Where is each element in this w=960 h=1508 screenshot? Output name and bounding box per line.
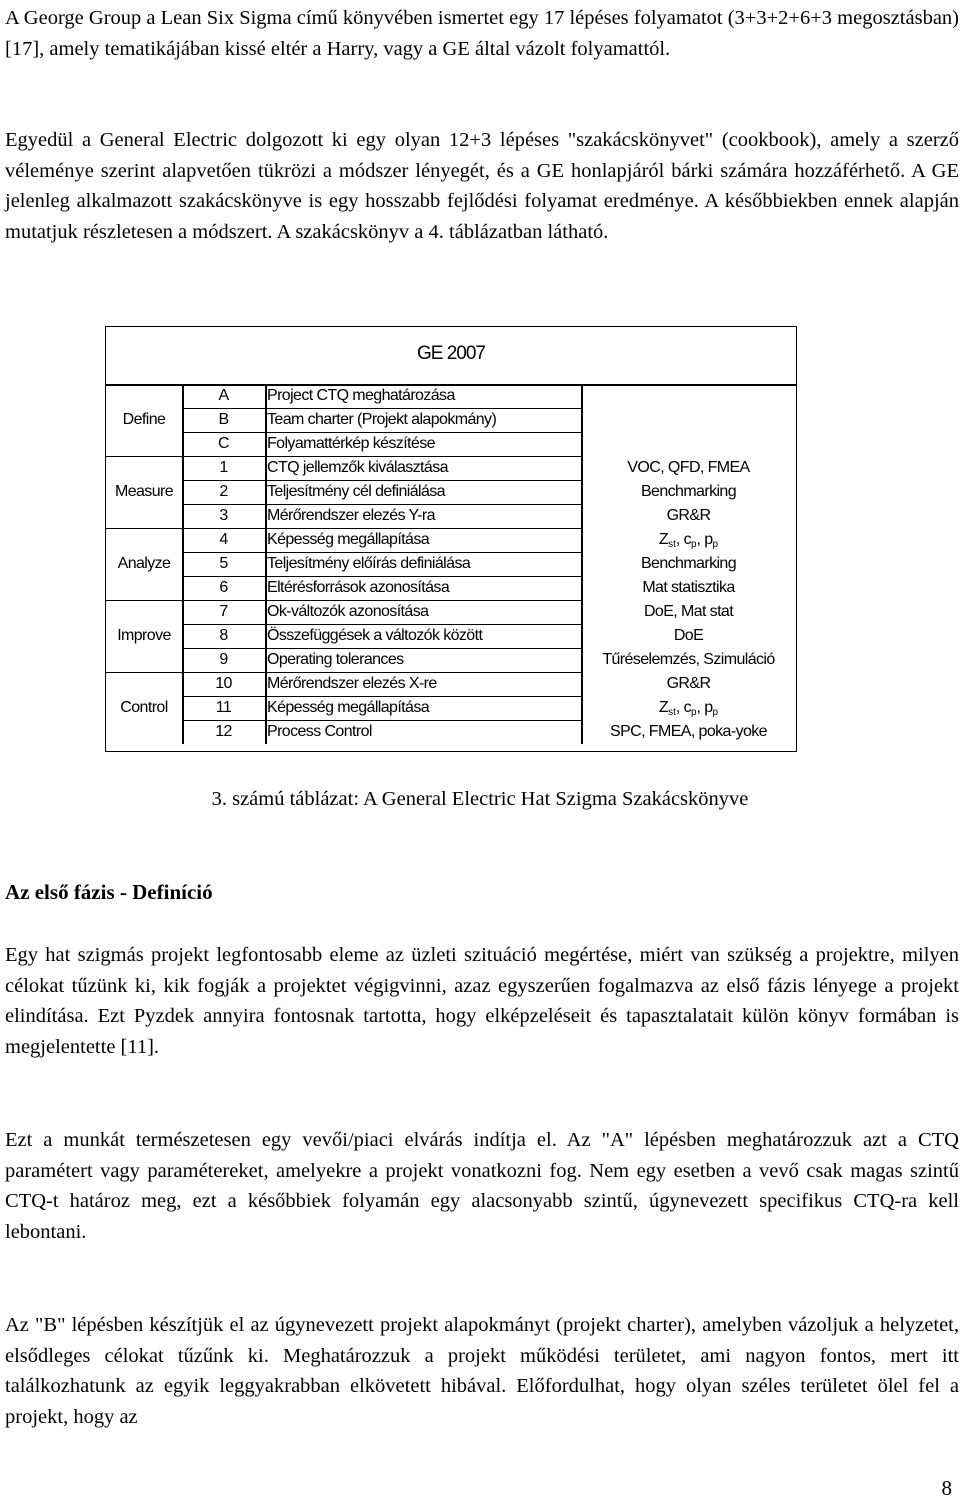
tool-formula-part: p xyxy=(690,539,697,550)
step-id: 4 xyxy=(219,531,228,548)
table-hline xyxy=(182,720,582,721)
table-hline xyxy=(182,648,582,649)
tool-formula-part: p xyxy=(712,539,719,550)
table-row xyxy=(106,432,796,456)
step-name: Teljesítmény előírás definiálása xyxy=(267,555,471,572)
table-row xyxy=(106,576,796,600)
tool-formula-part: , p xyxy=(696,531,713,548)
table-row xyxy=(106,624,796,648)
tool-formula-part: st xyxy=(668,707,676,718)
table-title: GE 2007 xyxy=(417,343,485,364)
table-row xyxy=(106,720,796,744)
ge-cookbook-table xyxy=(105,326,797,752)
table-hline xyxy=(182,576,582,577)
step-id: 6 xyxy=(219,579,228,596)
step-name: Teljesítmény cél definiálása xyxy=(267,483,445,500)
step-id: 12 xyxy=(215,723,232,740)
step-id: 7 xyxy=(219,603,228,620)
phase-separator xyxy=(106,672,182,673)
step-tool: GR&R xyxy=(666,675,711,692)
step-name: Összefüggések a változók között xyxy=(267,627,483,644)
step-name: Folyamattérkép készítése xyxy=(267,435,435,452)
step-tool: Benchmarking xyxy=(640,483,737,500)
table-hline xyxy=(182,408,582,409)
step-id: 5 xyxy=(219,555,228,572)
phase-separator xyxy=(106,456,182,457)
step-tool: GR&R xyxy=(666,507,711,524)
table-row xyxy=(106,648,796,672)
table-hline xyxy=(182,696,582,697)
step-id: 10 xyxy=(215,675,232,692)
table-row xyxy=(106,384,796,408)
paragraph-ge-cookbook: Egyedül a General Electric dolgozott ki egy olyan 12+3 lépéses "szakácskönyvet" (cookbook), amely a szerző véleménye szerint alapvetően tükrözi a módszer lényegét, és a GE honlapjáról bárki számára hozzáférhető. A GE jelenleg alkalmazott szakácskönyve is egy hosszabb fejlődési folyamat eredménye. A későbbiekben ennek alapján mutatjuk részletesen a módszert. A szakácskönyv a 4. táblázatban látható. xyxy=(5,129,959,244)
step-id: B xyxy=(218,411,229,428)
tool-formula-part: , c xyxy=(675,531,691,548)
step-tool xyxy=(581,696,796,720)
phase-label: Control xyxy=(120,699,168,716)
table-row xyxy=(106,552,796,576)
table-hline xyxy=(182,528,582,529)
step-name: Képesség megállapítása xyxy=(267,699,430,716)
table-row xyxy=(106,408,796,432)
step-tool xyxy=(581,384,796,408)
table-hline xyxy=(106,384,796,386)
table-hline xyxy=(182,456,582,457)
phase-label: Improve xyxy=(117,627,171,644)
table-row xyxy=(106,456,796,480)
table-row xyxy=(106,672,796,696)
step-name: Eltérésforrások azonosítása xyxy=(267,579,450,596)
step-id: 9 xyxy=(219,651,228,668)
phase-label: Analyze xyxy=(117,555,171,572)
tool-formula-part: , c xyxy=(675,699,691,716)
step-tool xyxy=(581,408,796,432)
table-hline xyxy=(182,432,582,433)
page-number: 8 xyxy=(941,1476,952,1500)
table-hline xyxy=(182,624,582,625)
step-id: 2 xyxy=(219,483,228,500)
step-tool xyxy=(581,432,796,456)
section-heading: Az első fázis - Definíció xyxy=(5,880,213,904)
step-name: Ok-változók azonosítása xyxy=(267,603,429,620)
step-name: Mérőrendszer elezés Y-ra xyxy=(267,507,435,524)
table-row xyxy=(106,480,796,504)
tool-formula-part: p xyxy=(712,707,719,718)
phase-separator xyxy=(106,528,182,529)
step-name: Project CTQ meghatározása xyxy=(267,387,455,404)
step-id: 11 xyxy=(215,699,232,716)
step-tool: DoE, Mat stat xyxy=(643,603,734,620)
table-vline xyxy=(265,384,267,744)
tool-formula-part: p xyxy=(690,707,697,718)
paragraph-step-b: Az "B" lépésben készítjük el az úgynevezett projekt alapokmányt (projekt charter), amelyben vázoljuk a helyzetet, elsődleges célokat tűzűnk ki. Meghatározzuk a projekt működési területet, ami nagyon fontos, mert itt találkozhatunk az egyik leggyakrabban elkövetett hibával. Előfordulhat, hogy olyan széles területet ölel fel a projekt, hogy az xyxy=(5,1314,959,1429)
table-row xyxy=(106,504,796,528)
step-name: CTQ jellemzők kiválasztása xyxy=(267,459,448,476)
table-caption: 3. számú táblázat: A General Electric Hat Szigma Szakácskönyve xyxy=(211,788,749,810)
tool-formula-part: st xyxy=(668,539,676,550)
paragraph-definition: Egy hat szigmás projekt legfontosabb eleme az üzleti szituáció megértése, miért van szükség a projektre, milyen célokat tűzünk ki, kik fogják a projektet végigvinni, azaz egyszerűen fogalmazva az első fázis lényege a projekt elindítása. Ezt Pyzdek annyira fontosnak tartotta, hogy elképzeléseit és tapasztalatait külön könyv formában is megjelentette [11]. xyxy=(5,944,959,1059)
step-tool: Benchmarking xyxy=(640,555,737,572)
step-tool: Mat statisztika xyxy=(642,579,735,596)
phase-label: Define xyxy=(122,411,166,428)
table-vline xyxy=(581,384,583,744)
step-tool: DoE xyxy=(673,627,704,644)
tool-formula-part: , p xyxy=(696,699,713,716)
table-hline xyxy=(182,552,582,553)
phase-label: Measure xyxy=(114,483,174,500)
table-row xyxy=(106,528,796,552)
step-id: A xyxy=(218,387,229,404)
tool-formula-part: Z xyxy=(658,699,669,716)
table-row xyxy=(106,600,796,624)
table-grid xyxy=(106,384,796,744)
step-id: 1 xyxy=(219,459,228,476)
step-name: Team charter (Projekt alapokmány) xyxy=(267,411,497,428)
step-tool xyxy=(581,528,796,552)
step-tool: Tűréselemzés, Szimuláció xyxy=(602,651,775,668)
step-tool: VOC, QFD, FMEA xyxy=(627,459,750,476)
table-hline xyxy=(182,480,582,481)
table-row xyxy=(106,696,796,720)
table-hline xyxy=(182,600,582,601)
table-hline xyxy=(182,672,582,673)
step-name: Operating tolerances xyxy=(267,651,404,668)
step-id: 3 xyxy=(219,507,228,524)
step-tool: SPC, FMEA, poka-yoke xyxy=(610,723,767,740)
table-vline xyxy=(182,384,184,744)
step-id: C xyxy=(218,435,229,452)
table-hline xyxy=(182,504,582,505)
tool-formula-part: Z xyxy=(658,531,669,548)
phase-separator xyxy=(106,600,182,601)
paragraph-step-a: Ezt a munkát természetesen egy vevői/piaci elvárás indítja el. Az "A" lépésben meghatározzuk azt a CTQ paramétert vagy paramétereket, amelyekre a projekt vonatkozni fog. Nem egy esetben a vevő csak magas szintű CTQ-t határoz meg, ezt a későbbiek folyamán egy alacsonyabb szintű, úgynevezett specifikus CTQ-ra kell lebontani. xyxy=(5,1129,959,1244)
step-name: Képesség megállapítása xyxy=(267,531,430,548)
step-id: 8 xyxy=(219,627,228,644)
step-name: Mérőrendszer elezés X-re xyxy=(267,675,437,692)
step-name: Process Control xyxy=(267,723,372,740)
paragraph-intro: A George Group a Lean Six Sigma című könyvében ismertet egy 17 lépéses folyamatot (3+3+2+6+3 megosztásban) [17], amely tematikájában kissé eltér a Harry, vagy a GE által vázolt folyamattól. xyxy=(5,7,959,60)
